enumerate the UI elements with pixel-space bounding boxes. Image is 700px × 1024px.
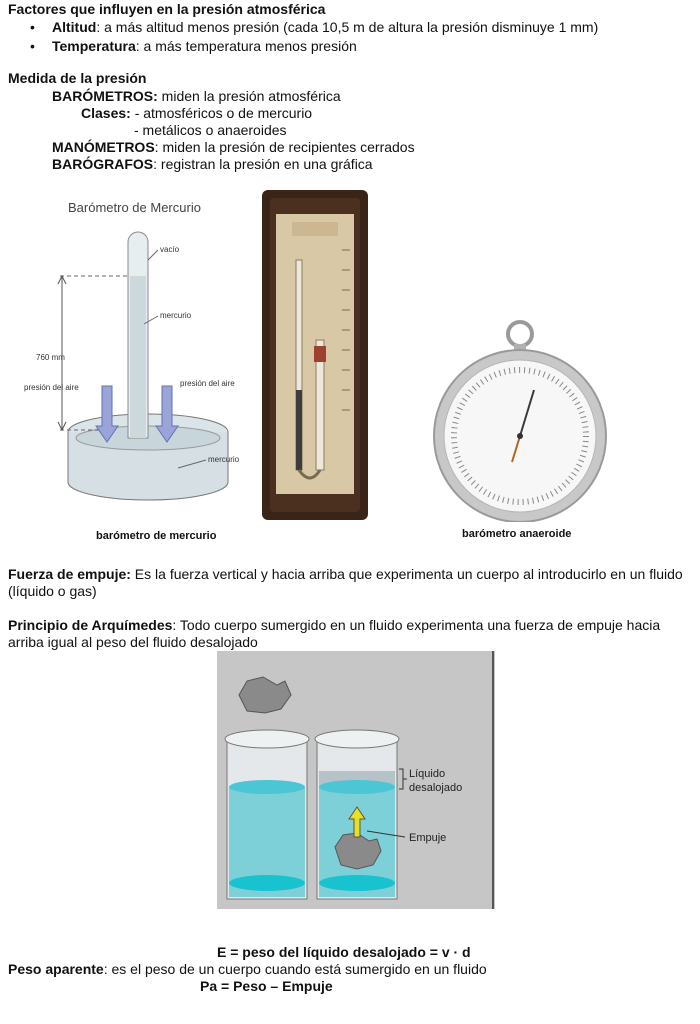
buoyancy-text: Es la fuerza vertical y hacia arriba que experimenta un cuerpo al introducirlo en un fluido (líquido o gas): [8, 566, 683, 599]
clases-term: Clases:: [81, 105, 131, 121]
label-presion-right: presión del aire: [180, 379, 235, 388]
archimedes-paragraph: [8, 617, 694, 651]
archimedes-diagram: [217, 651, 495, 909]
factors-heading: Factores que influyen en la presión atmosférica: [8, 1, 326, 17]
factor-term: Temperatura: [52, 38, 136, 54]
archimedes-term: Principio de Arquímedes: [8, 617, 173, 633]
leader-vacio: [148, 250, 158, 260]
label-liquido: Líquido: [409, 768, 446, 780]
label-presion-left: presión del aire: [24, 383, 79, 392]
label-mercurio-cup: mercurio: [208, 455, 240, 464]
label-desalojado: desalojado: [409, 782, 463, 794]
barometros-term: BARÓMETROS:: [52, 88, 158, 104]
aneroid-barometer-photo: [430, 318, 610, 522]
factor-term: Altitud: [52, 19, 97, 35]
label-760mm: 760 mm: [36, 353, 65, 362]
mercury-barometer-diagram: [20, 190, 260, 520]
peso-aparente-term: Peso aparente: [8, 961, 104, 977]
clases-line-2: - metálicos o anaeroides: [134, 122, 287, 138]
barometros-line: [52, 88, 341, 105]
buoyancy-paragraph: [8, 566, 694, 600]
clases-line: [81, 105, 312, 122]
factor-text: : a más altitud menos presión (cada 10,5 m de altura la presión disminuye 1 mm): [96, 19, 599, 35]
manometros-term: MANÓMETROS: [52, 139, 155, 155]
caption-aneroid-barometer: barómetro anaeroide: [462, 528, 572, 540]
tube-left-mercury: [296, 390, 302, 470]
wooden-barometer-photo: [262, 190, 368, 520]
caption-mercury-barometer: barómetro de mercurio: [96, 530, 217, 542]
buoyancy-term: Fuerza de empuje:: [8, 566, 131, 582]
label-vacio: vacío: [160, 245, 180, 254]
barografos-line: [52, 156, 373, 173]
factor-temperatura: [0, 37, 598, 56]
factor-text: : a más temperatura menos presión: [135, 38, 357, 54]
barografos-term: BARÓGRAFOS: [52, 156, 154, 172]
label-empuje: Empuje: [409, 832, 447, 844]
vernier-red: [314, 346, 326, 362]
measure-heading: Medida de la presión: [8, 70, 147, 86]
clases-text: - atmosféricos o de mercurio: [130, 105, 313, 121]
manometros-text: : miden la presión de recipientes cerrados: [154, 139, 415, 155]
hanging-ring: [508, 322, 532, 346]
scale-label-plate: [292, 222, 338, 236]
formula-empuje: E = peso del líquido desalojado = v · d: [217, 944, 471, 960]
factor-altitud: [0, 18, 598, 37]
barografos-text: : registran la presión en una gráfica: [153, 156, 373, 172]
barometros-text: miden la presión atmosférica: [157, 88, 341, 104]
formula-peso-aparente: Pa = Peso – Empuje: [200, 978, 333, 994]
peso-aparente-line: [8, 961, 487, 978]
peso-aparente-text: : es el peso de un cuerpo cuando está sumergido en un fluido: [103, 961, 487, 977]
factors-list: [0, 18, 598, 56]
tube-mercury-column: [130, 276, 146, 438]
archimedes-text: : Todo cuerpo sumergido en un fluido experimenta una fuerza de empuje hacia arriba igual al peso del fluido desalojado: [8, 617, 661, 650]
diagram-title: Barómetro de Mercurio: [68, 200, 201, 215]
manometros-line: [52, 139, 415, 156]
label-mercurio-tube: mercurio: [160, 311, 192, 320]
